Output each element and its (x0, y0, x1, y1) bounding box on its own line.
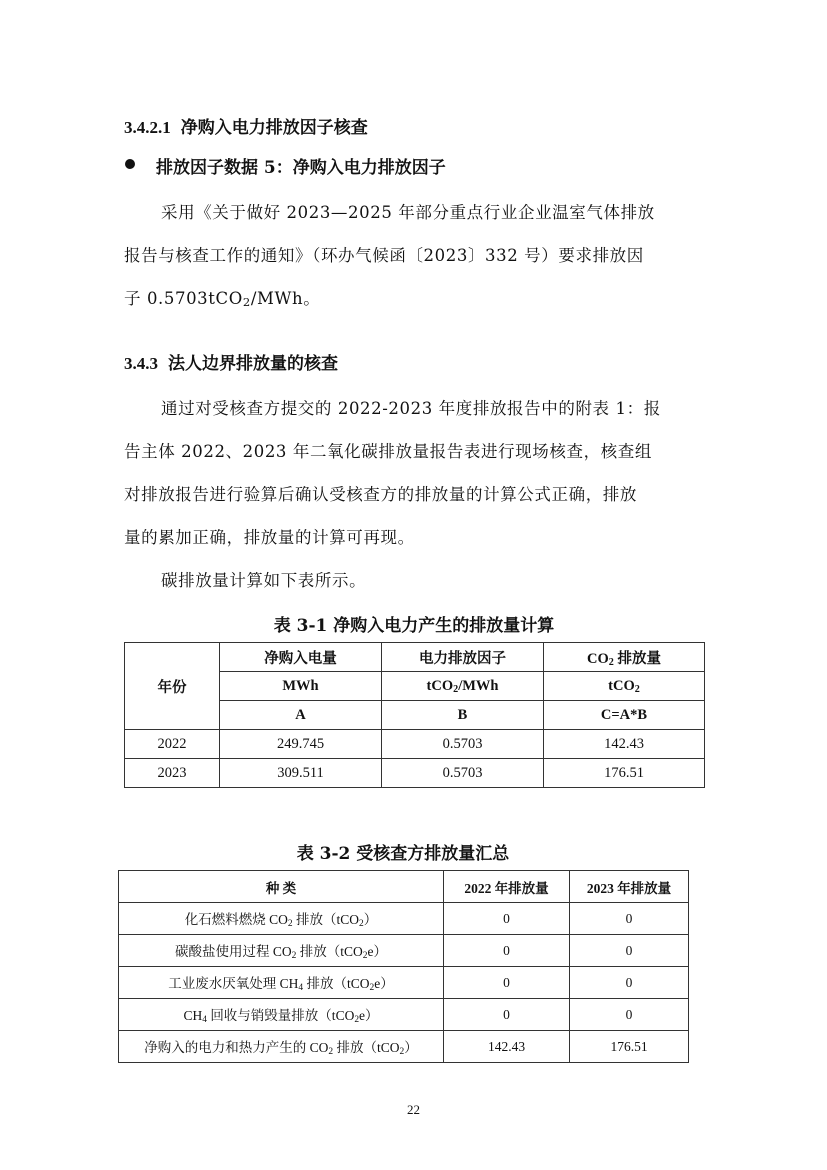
value-cell: 142.43 (444, 1031, 570, 1063)
table-header-row (119, 871, 689, 903)
code-cell: B (382, 701, 544, 730)
value-cell: 0 (570, 935, 689, 967)
year-cell: 2023 (125, 759, 220, 788)
category-cell: 化石燃料燃烧 $CO_2$ 排放（tCO$_2$） (119, 903, 444, 935)
paragraph-line: 采用《关于做好 2023—2025 年部分重点行业企业温室气体排放 (161, 203, 655, 222)
table-caption: 表 3-2 受核查方排放量汇总 (296, 844, 510, 864)
section-title: 法人边界排放量的核查 (168, 354, 338, 374)
column-header: 电力排放因子 (382, 643, 544, 672)
year-cell: 2022 (125, 730, 220, 759)
value-cell: 0 (570, 967, 689, 999)
category-cell: 碳酸盐使用过程 $CO_2$ 排放（tCO$_2$e） (119, 935, 444, 967)
category-cell: 工业废水厌氧处理 $CH_4$ 排放（tCO$_2$e） (119, 967, 444, 999)
section-heading-3-4-3 (124, 349, 338, 374)
value-cell: 0 (444, 999, 570, 1031)
section-heading-3-4-2-1 (124, 113, 368, 138)
table-row (119, 903, 689, 935)
table-row (119, 935, 689, 967)
value-cell: 0.5703 (382, 759, 544, 788)
table-row (119, 999, 689, 1031)
section-number: 3.4.3 (124, 354, 158, 373)
paragraph-line: 告主体 2022、2023 年二氧化碳排放量报告表进行现场核查，核查组 (124, 442, 652, 461)
value-cell: 309.511 (220, 759, 382, 788)
table-row (119, 967, 689, 999)
paragraph-line: 子 0.5703tCO$_2$/MWh。 (124, 289, 321, 309)
value-cell: 0 (444, 935, 570, 967)
unit-cell: MWh (220, 672, 382, 701)
bullet-item-text: 排放因子数据 5：净购入电力排放因子 (156, 158, 446, 178)
value-cell: 176.51 (570, 1031, 689, 1063)
column-header: 2023 年排放量 (570, 871, 689, 903)
code-cell: C=A*B (544, 701, 705, 730)
value-cell: 0 (444, 967, 570, 999)
paragraph-line: 报告与核查工作的通知》（环办气候函〔2023〕332 号）要求排放因 (124, 246, 644, 265)
bullet-icon (125, 159, 135, 169)
value-cell: 142.43 (544, 730, 705, 759)
column-header: 净购入电量 (220, 643, 382, 672)
unit-cell: tCO$_2$ (544, 672, 705, 701)
paragraph-line: 通过对受核查方提交的 2022-2023 年度排放报告中的附表 1：报 (161, 399, 661, 418)
paragraph-line: 量的累加正确，排放量的计算可再现。 (124, 528, 415, 547)
value-cell: 176.51 (544, 759, 705, 788)
paragraph-line: 对排放报告进行验算后确认受核查方的排放量的计算公式正确，排放 (124, 485, 637, 504)
table-header-row (125, 643, 705, 672)
table-row (119, 1031, 689, 1063)
table-row (125, 730, 705, 759)
year-header: 年份 (125, 643, 220, 730)
column-header: 2022 年排放量 (444, 871, 570, 903)
value-cell: 0.5703 (382, 730, 544, 759)
value-cell: 0 (444, 903, 570, 935)
emission-summary-table (118, 870, 689, 1063)
category-cell: $CH_4$ 回收与销毁量排放（tCO$_2$e） (119, 999, 444, 1031)
category-cell: 净购入的电力和热力产生的 $CO_2$ 排放（tCO$_2$） (119, 1031, 444, 1063)
column-header: 种 类 (119, 871, 444, 903)
column-header: $CO_2$ 排放量 (544, 643, 705, 672)
value-cell: 0 (570, 999, 689, 1031)
value-cell: 0 (570, 903, 689, 935)
section-number: 3.4.2.1 (124, 118, 171, 137)
page-number: 22 (407, 1102, 420, 1117)
section-title: 净购入电力排放因子核查 (180, 118, 368, 138)
table-caption: 表 3-1 净购入电力产生的排放量计算 (273, 616, 555, 636)
value-cell: 249.745 (220, 730, 382, 759)
paragraph-line: 碳排放量计算如下表所示。 (161, 571, 367, 590)
unit-cell: tCO$_2$/MWh (382, 672, 544, 701)
emission-calculation-table (124, 642, 705, 788)
code-cell: A (220, 701, 382, 730)
table-row (125, 759, 705, 788)
